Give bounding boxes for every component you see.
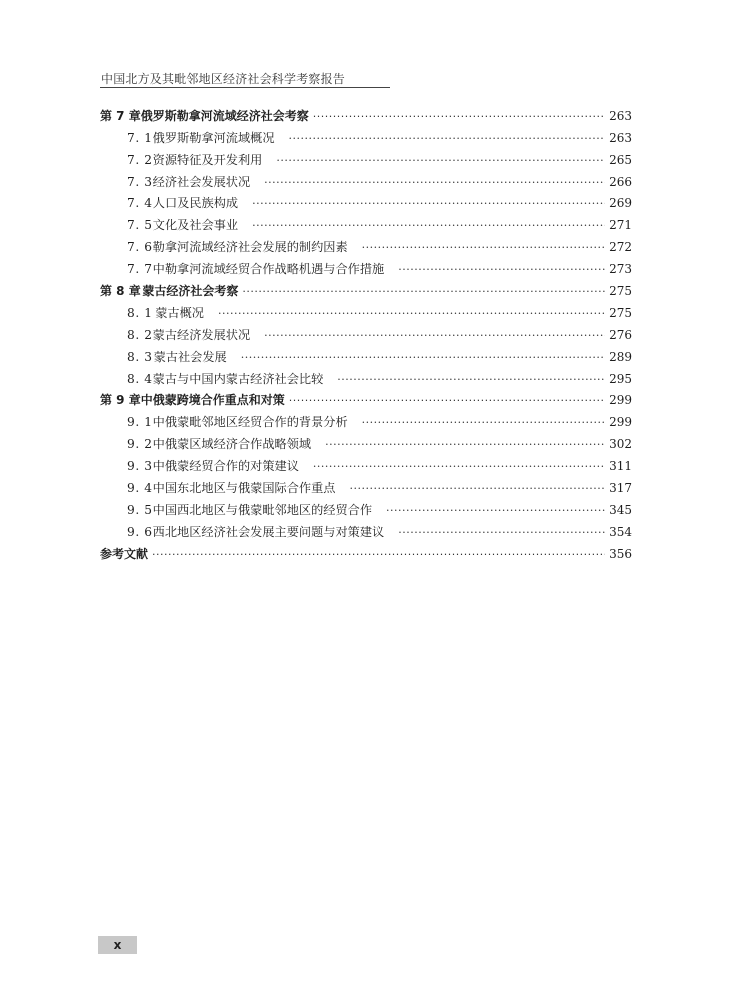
toc-chapter-row[interactable]: [100, 103, 632, 125]
toc-chapter-row[interactable]: [100, 541, 632, 563]
toc-entry-number: 9. 5: [127, 502, 153, 517]
toc-section-row[interactable]: [100, 322, 632, 344]
toc-entry-page: 269: [609, 196, 632, 211]
toc-entry-page: 356: [609, 546, 632, 561]
toc-entry-title: 中俄蒙跨境合作重点和对策: [140, 393, 285, 408]
toc-section-row[interactable]: [100, 191, 632, 213]
table-of-contents: [100, 103, 632, 563]
toc-section-row[interactable]: [100, 519, 632, 541]
toc-entry-page: 295: [609, 371, 632, 386]
toc-entry-number: 第 9 章: [100, 393, 141, 408]
dot-leader: [398, 261, 605, 278]
dot-leader: [325, 436, 605, 453]
dot-leader: [337, 371, 605, 388]
dot-leader: [264, 174, 605, 191]
header-rule: [100, 87, 390, 88]
toc-entry-number: 7. 1: [127, 130, 153, 145]
toc-entry-title: 蒙古概况: [155, 305, 204, 320]
toc-entry-number: 7. 2: [127, 152, 153, 167]
toc-entry-number: 7. 4: [127, 196, 153, 211]
dot-leader: [362, 239, 605, 256]
toc-entry-number: 9. 3: [127, 459, 153, 474]
dot-leader: [252, 195, 605, 212]
toc-entry-title: 文化及社会事业: [152, 218, 239, 233]
toc-entry-title: 中俄蒙毗邻地区经贸合作的背景分析: [152, 415, 348, 430]
toc-entry-title: 俄罗斯勒拿河流域经济社会考察: [140, 108, 309, 123]
toc-entry-page: 345: [609, 502, 632, 517]
toc-chapter-row[interactable]: [100, 388, 632, 410]
toc-entry-number: 7. 5: [127, 218, 153, 233]
toc-entry-title: 中俄蒙区域经济合作战略领域: [152, 437, 312, 452]
toc-section-row[interactable]: [100, 431, 632, 453]
toc-entry-page: 275: [609, 305, 632, 320]
toc-entry-page: 263: [609, 130, 632, 145]
toc-entry-page: 272: [609, 240, 632, 255]
toc-section-row[interactable]: [100, 475, 632, 497]
toc-entry-title: 中俄蒙经贸合作的对策建议: [152, 459, 299, 474]
toc-entry-page: 299: [609, 415, 632, 430]
page-number: x: [98, 936, 137, 954]
toc-entry-title: 中勒拿河流域经贸合作战略机遇与合作措施: [152, 262, 385, 277]
toc-entry-number: 第 7 章: [100, 108, 141, 123]
toc-entry-page: 299: [609, 393, 632, 408]
toc-entry-number: 8. 1: [127, 305, 153, 320]
toc-entry-title: 人口及民族构成: [152, 196, 239, 211]
toc-entry-title: 蒙古经济社会考察: [142, 284, 239, 299]
toc-entry-title: 勒拿河流域经济社会发展的制约因素: [152, 240, 348, 255]
dot-leader: [276, 152, 605, 169]
toc-entry-title: 蒙古与中国内蒙古经济社会比较: [152, 371, 324, 386]
dot-leader: [241, 349, 605, 366]
toc-entry-page: 276: [609, 327, 632, 342]
toc-section-row[interactable]: [100, 366, 632, 388]
dot-leader: [362, 414, 605, 431]
toc-entry-page: 263: [609, 108, 632, 123]
toc-entry-page: 289: [609, 349, 632, 364]
toc-entry-page: 302: [609, 437, 632, 452]
toc-entry-page: 265: [609, 152, 632, 167]
dot-leader: [264, 327, 605, 344]
toc-entry-number: 7. 6: [127, 240, 153, 255]
toc-entry-number: 9. 2: [127, 437, 153, 452]
toc-entry-title: 蒙古社会发展: [153, 349, 227, 364]
toc-section-row[interactable]: [100, 125, 632, 147]
dot-leader: [386, 502, 605, 519]
toc-entry-title: 中国东北地区与俄蒙国际合作重点: [152, 481, 336, 496]
toc-section-row[interactable]: [100, 169, 632, 191]
toc-entry-number: 9. 4: [127, 481, 153, 496]
dot-leader: [313, 108, 605, 125]
toc-entry-number: 9. 6: [127, 524, 153, 539]
toc-entry-page: 271: [609, 218, 632, 233]
toc-entry-number: 第 8 章: [100, 284, 141, 299]
toc-section-row[interactable]: [100, 147, 632, 169]
toc-entry-number: 8. 4: [127, 371, 153, 386]
toc-entry-page: 354: [609, 524, 632, 539]
toc-entry-title: 经济社会发展状况: [152, 174, 251, 189]
toc-section-row[interactable]: [100, 234, 632, 256]
toc-entry-title: 中国西北地区与俄蒙毗邻地区的经贸合作: [152, 502, 373, 517]
dot-leader: [218, 305, 605, 322]
toc-entry-page: 266: [609, 174, 632, 189]
toc-entry-number: 7. 3: [127, 174, 153, 189]
dot-leader: [313, 458, 605, 475]
dot-leader: [252, 217, 605, 234]
toc-section-row[interactable]: [100, 256, 632, 278]
toc-section-row[interactable]: [100, 212, 632, 234]
toc-entry-number: 8. 2: [127, 327, 153, 342]
dot-leader: [152, 546, 605, 563]
toc-section-row[interactable]: [100, 453, 632, 475]
toc-entry-number: 9. 1: [127, 415, 153, 430]
toc-entry-title: 资源特征及开发利用: [152, 152, 263, 167]
toc-entry-title: 蒙古经济发展状况: [152, 327, 251, 342]
toc-entry-page: 275: [609, 284, 632, 299]
toc-entry-title: 俄罗斯勒拿河流域概况: [152, 130, 275, 145]
toc-entry-title: 参考文献: [100, 546, 149, 561]
dot-leader: [349, 480, 605, 497]
toc-entry-title: 西北地区经济社会发展主要问题与对策建议: [152, 524, 385, 539]
toc-entry-number: 8. 3: [127, 349, 153, 364]
toc-entry-number: 7. 7: [127, 262, 153, 277]
dot-leader: [242, 283, 605, 300]
dot-leader: [398, 524, 605, 541]
running-header: 中国北方及其毗邻地区经济社会科学考察报告: [101, 72, 346, 86]
toc-chapter-row[interactable]: [100, 278, 632, 300]
dot-leader: [289, 392, 605, 409]
toc-entry-page: 317: [609, 481, 632, 496]
dot-leader: [289, 130, 606, 147]
toc-section-row[interactable]: [100, 409, 632, 431]
toc-section-row[interactable]: [100, 300, 632, 322]
toc-entry-page: 311: [609, 459, 632, 474]
toc-section-row[interactable]: [100, 344, 632, 366]
toc-entry-page: 273: [609, 262, 632, 277]
toc-section-row[interactable]: [100, 497, 632, 519]
